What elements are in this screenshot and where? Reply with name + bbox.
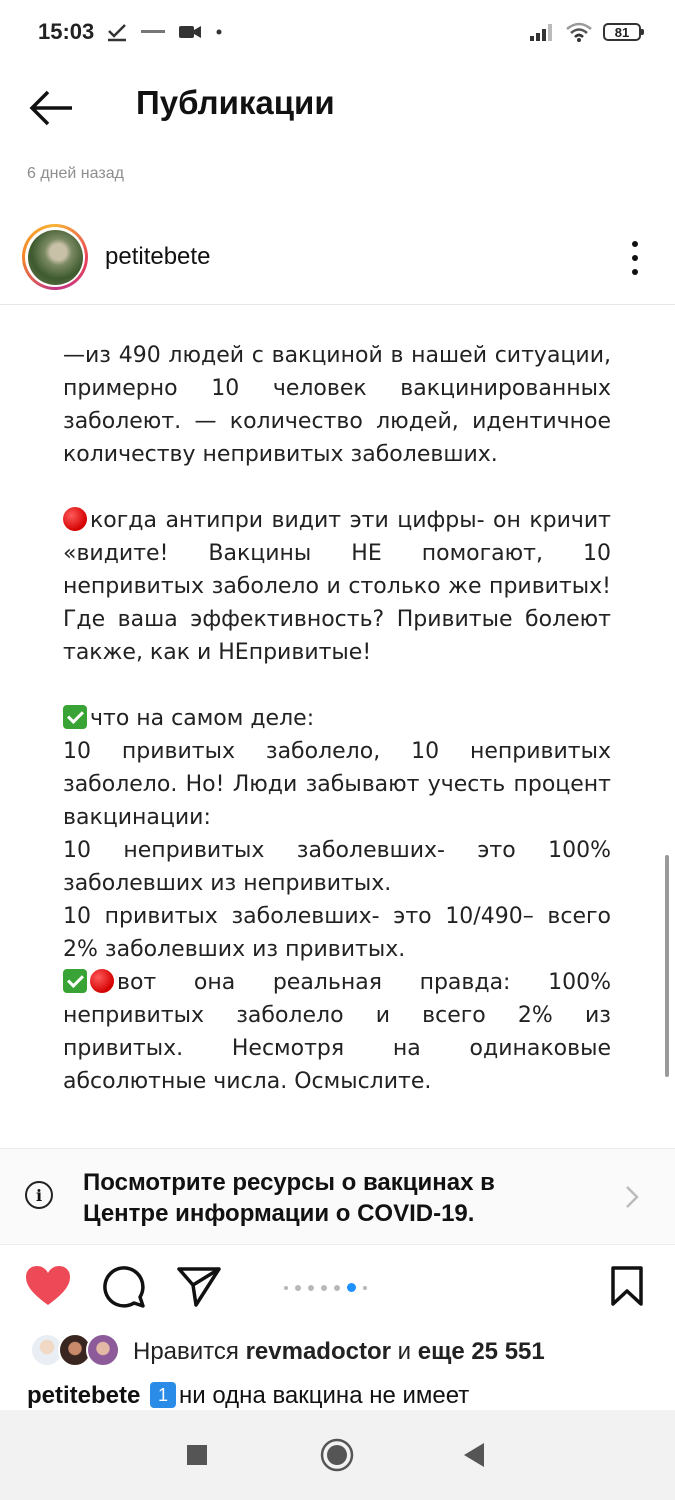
image-paragraph-2-text: когда антипри видит эти цифры- он кричит «видите! Вакцины НЕ помогают, 10 непривитых заболело и столько же привитых! Где ваша эффективность? Привитые болеют также, как и НЕпривитые! xyxy=(63,508,611,665)
top-app-bar xyxy=(0,64,675,150)
square-icon xyxy=(186,1444,208,1466)
check-mark-icon xyxy=(63,969,87,993)
nav-back-button[interactable] xyxy=(462,1442,486,1473)
wifi-icon xyxy=(565,21,593,43)
system-nav-bar xyxy=(0,1410,675,1500)
likes-row[interactable] xyxy=(0,1333,675,1373)
red-circle-icon xyxy=(63,507,87,531)
liker-avatars xyxy=(30,1333,122,1369)
image-paragraph-2 xyxy=(63,504,611,669)
liker-avatar xyxy=(86,1333,120,1367)
status-left xyxy=(38,19,224,45)
post-image[interactable] xyxy=(0,305,675,1145)
image-paragraph-3-line-2: 10 непривитых заболевших- это 100% заболевших из непривитых. xyxy=(63,838,611,896)
caption-username[interactable]: petitebete xyxy=(27,1382,141,1409)
carousel-dot xyxy=(308,1285,314,1291)
arrow-left-icon xyxy=(28,88,76,128)
carousel-dot xyxy=(363,1286,367,1290)
author-avatar[interactable] xyxy=(22,224,88,290)
back-button[interactable] xyxy=(28,88,76,128)
triangle-back-icon xyxy=(462,1442,486,1468)
covid-info-banner[interactable] xyxy=(0,1148,675,1245)
likes-user[interactable]: revmadoctor xyxy=(245,1338,391,1365)
red-circle-icon xyxy=(90,969,114,993)
caption-text: ни одна вакцина не имеет xyxy=(179,1382,470,1409)
save-button[interactable] xyxy=(610,1265,644,1312)
carousel-dot xyxy=(334,1285,340,1291)
likes-count[interactable]: еще 25 551 xyxy=(417,1338,545,1365)
likes-prefix: Нравится xyxy=(133,1338,239,1365)
carousel-dot xyxy=(295,1285,301,1291)
page-title: Публикации xyxy=(136,84,335,121)
status-right xyxy=(529,21,641,43)
bookmark-icon xyxy=(610,1265,644,1307)
carousel-dot-active xyxy=(347,1283,356,1292)
likes-text xyxy=(133,1338,545,1366)
paragraph-gap xyxy=(63,471,611,504)
home-button[interactable] xyxy=(320,1438,354,1477)
image-paragraph-3-heading-text: что на самом деле: xyxy=(90,706,315,731)
image-paragraph-3-line-1: 10 привитых заболело, 10 непривитых заболело. Но! Люди забывают учесть процент вакцинации: xyxy=(63,739,611,830)
avatar-image xyxy=(28,230,83,285)
carousel-dot xyxy=(284,1286,288,1290)
image-paragraph-3-line-4 xyxy=(63,966,611,1098)
download-check-icon xyxy=(106,22,128,42)
post-time: 6 дней назад xyxy=(27,165,124,182)
image-paragraph-3-line-4-text: вот она реальная правда: 100% непривитых заболело и всего 2% из привитых. Несмотря на одинаковые абсолютные числа. Осмыслите. xyxy=(63,970,611,1094)
comment-bubble-icon xyxy=(102,1265,146,1309)
likes-middle: и xyxy=(397,1338,412,1365)
carousel-indicator xyxy=(284,1283,367,1292)
post-author-row xyxy=(0,218,675,305)
share-button[interactable] xyxy=(176,1265,222,1312)
vertical-dots-icon xyxy=(629,238,641,278)
info-icon: i xyxy=(25,1181,53,1209)
paper-plane-icon xyxy=(176,1265,222,1307)
more-options-button[interactable] xyxy=(629,238,641,278)
notification-dot-icon xyxy=(214,27,224,37)
check-mark-icon xyxy=(63,705,87,729)
circle-home-icon xyxy=(320,1438,354,1472)
post-actions xyxy=(0,1255,675,1325)
image-paragraph-1: —из 490 людей с вакциной в нашей ситуации, примерно 10 человек вакцинированных заболеют. — количество людей, идентичное количеству непривитых заболевших. xyxy=(63,343,611,467)
recents-button[interactable] xyxy=(186,1444,208,1471)
keycap-one-icon: 1 xyxy=(150,1382,176,1408)
image-paragraph-3-line-3: 10 привитых заболевших- это 10/490– всего 2% заболевших из привитых. xyxy=(63,904,611,962)
image-paragraph-3-heading xyxy=(63,702,611,735)
signal-icon xyxy=(529,22,555,42)
video-camera-icon xyxy=(178,24,202,40)
comment-button[interactable] xyxy=(102,1265,146,1314)
heart-filled-icon xyxy=(25,1265,71,1307)
avatar-inner xyxy=(25,227,85,287)
paragraph-gap xyxy=(63,669,611,702)
carrier-logo-icon xyxy=(140,26,166,38)
status-time: 15:03 xyxy=(38,19,95,44)
author-username[interactable]: petitebete xyxy=(105,243,211,270)
carousel-dot xyxy=(321,1285,327,1291)
status-bar xyxy=(0,0,675,64)
post-image-text xyxy=(63,339,611,1098)
covid-banner-text: Посмотрите ресурсы о вакцинах в Центре информации о COVID-19. xyxy=(83,1169,495,1227)
like-button[interactable] xyxy=(25,1265,71,1312)
battery-icon: 81 xyxy=(603,23,641,41)
scrollbar[interactable] xyxy=(665,855,669,1077)
chevron-right-icon xyxy=(625,1185,639,1209)
